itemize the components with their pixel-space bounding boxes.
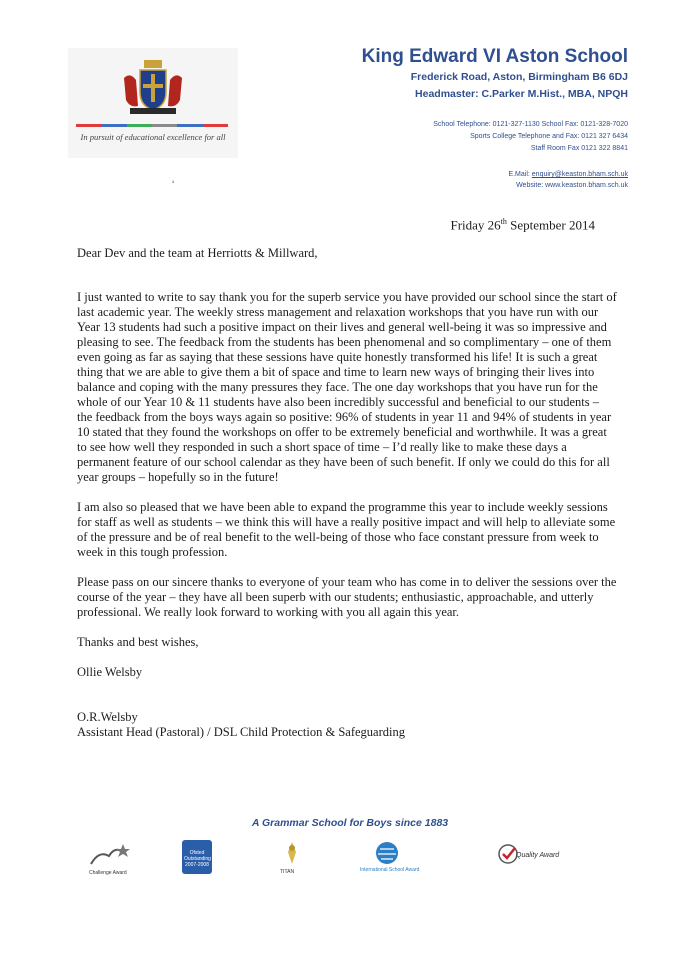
school-motto: In pursuit of educational excellence for all <box>80 132 226 142</box>
sports-college-telephone: Sports College Telephone and Fax: 0121 327 6434 <box>470 133 628 140</box>
school-crest-panel <box>68 48 238 158</box>
color-strip-segment <box>203 124 228 127</box>
salutation: Dear Dev and the team at Herriotts & Millward, <box>77 246 318 260</box>
color-strip <box>76 124 228 127</box>
date-rest: September 2014 <box>506 217 595 233</box>
titan-icon <box>275 840 309 868</box>
logo-caption: Quality Award <box>516 852 560 859</box>
logo-caption: TITAN <box>280 869 295 875</box>
paragraph-1: I just wanted to write to say thank you for the superb service you have provided our school since the start of last academic year. The weekly stress management and relaxation workshops that you have run with our Year 13 students had such a positive impact on their lives and general well-being it was so impressive and pleasing to see. The feedback from the students has been phenomenal and so complimentary – one of them even going as far as saying that these sessions have quite honestly transformed his life! It is such a great thing that we are able to give them a bit of space and time to learn new ways of bringing their lives into balance and coping with the many pressures they face. The one day workshops that you have run for the whole of our Year 10 & 11 students have also been incredibly successful and beneficial to our students – the feedback from the boys ways again so positive: 96% of students in year 11 and 94% of students in year 10 stated that they found the workshops on offer to be extremely beneficial and worthwhile. It was a great to see how well they responded in such a short space of time – I’d really like to make these days a permanent feature of our school calendar as they have been of such benefit. If only we could do this for all year groups – hopefully so in the future! <box>77 290 617 484</box>
school-telephone: School Telephone: 0121-327-1130 School Fax: 0121-328-7020 <box>433 121 628 128</box>
ofsted-logo <box>182 840 214 882</box>
headmaster-line: Headmaster: C.Parker M.Hist., MBA, NPQH <box>415 88 628 100</box>
email-line <box>508 171 628 178</box>
school-address: Frederick Road, Aston, Birmingham B6 6DJ <box>410 71 628 83</box>
logo-caption: International School Award <box>360 867 420 873</box>
quality-award-logo <box>496 840 560 882</box>
stray-mark: ᵃ <box>172 178 175 187</box>
paragraph-3: Please pass on our sincere thanks to everyone of your team who has come in to deliver the sessions over the course of the year – they have all been superb with our students; enthusiastic, approachable, and utterly professional. We really look forward to working with you all again this year. <box>77 575 617 619</box>
letter-body <box>77 246 617 740</box>
email-link[interactable]: enquiry@keaston.bham.sch.uk <box>531 171 628 178</box>
titan-logo <box>275 840 309 882</box>
color-strip-segment <box>177 124 202 127</box>
ofsted-badge-icon <box>182 840 212 874</box>
date-suffix: th <box>500 217 507 226</box>
school-tagline: A Grammar School for Boys since 1883 <box>251 817 449 829</box>
school-crest-icon <box>116 56 190 120</box>
website-line[interactable]: Website: www.keaston.bham.sch.uk <box>516 182 628 189</box>
date-day: Friday 26 <box>450 217 501 233</box>
color-strip-segment <box>76 124 101 127</box>
international-school-award-logo <box>360 840 420 882</box>
signed-name: Ollie Welsby <box>77 665 143 679</box>
challenge-award-logo <box>85 840 135 882</box>
staff-room-fax: Staff Room Fax 0121 322 8841 <box>530 145 628 152</box>
globe-icon <box>360 840 414 866</box>
challenge-award-icon <box>85 840 135 870</box>
school-name: King Edward VI Aston School <box>361 46 628 67</box>
paragraph-2: I am also so pleased that we have been able to expand the programme this year to include weekly sessions for staff as well as students – we think this will have a really positive impact and will help to alleviate some of the pressure and be of real benefit to the well-being of those who face constant pressure from week to week in this tough profession. <box>77 500 616 559</box>
email-label: E.Mail: <box>508 171 532 178</box>
color-strip-segment <box>127 124 152 127</box>
letter-date <box>450 217 595 233</box>
signatory-name: O.R.Welsby <box>77 710 138 724</box>
color-strip-segment <box>101 124 126 127</box>
logo-caption: Ofsted Outstanding 2007-2008 <box>184 850 211 868</box>
signatory-title: Assistant Head (Pastoral) / DSL Child Protection & Safeguarding <box>77 725 405 739</box>
logo-caption: Challenge Award <box>89 870 127 876</box>
color-strip-segment <box>152 124 177 127</box>
closing: Thanks and best wishes, <box>77 635 199 649</box>
